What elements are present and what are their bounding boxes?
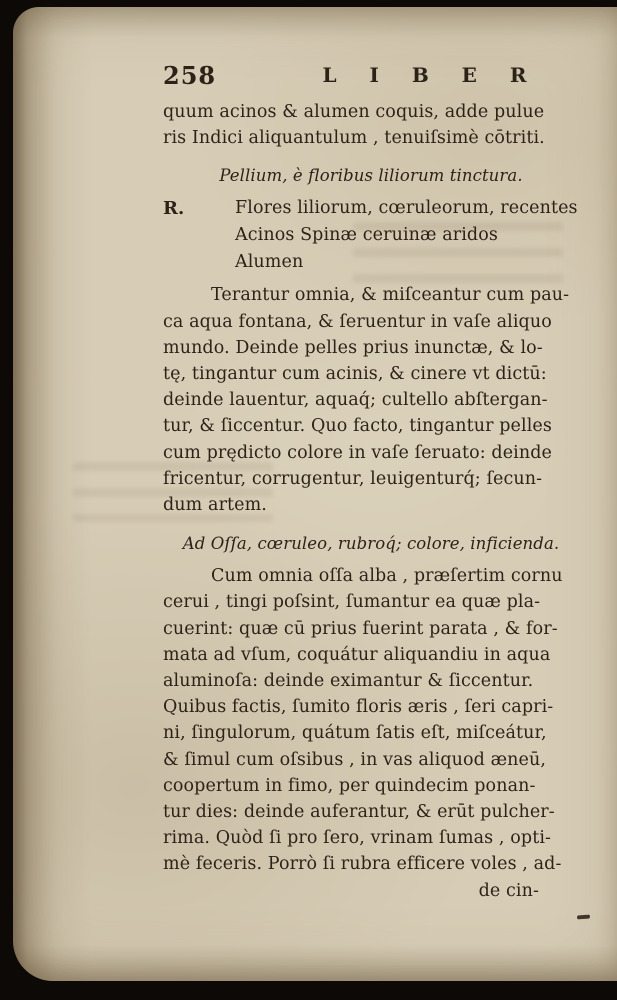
text-line: Cum omnia oſſa alba , præſertim cornu [211,566,563,587]
section2-paragraph [163,563,579,877]
text-line: dum artem. [163,495,267,516]
text-line: ca aqua fontana, & ſeruentur in vaſe aliquo [163,311,552,332]
text-line: deinde lauentur, aquaq́; cultello abſtergan- [163,390,548,411]
text-line: aluminoſa: deinde eximantur & ſiccentur. [163,671,534,692]
text-line: & ſimul cum oſsibus , in vas aliquod æneū, [163,749,547,770]
running-title: L I B E R [322,63,540,87]
text-block [163,55,579,904]
text-line: tur dies: deinde auferantur, & erūt pulcher- [163,802,555,823]
text-line: quum acinos & alumen coquis, adde pulue [163,102,545,122]
text-line: tur, & ſiccentur. Quo facto, tingantur pelles [163,416,552,437]
text-line: cerui , tingi poſsint, ſumantur ea quæ pla- [163,592,541,613]
text-line: rima. Quòd ſi pro ſero, vrinam ſumas , opti- [163,828,552,849]
text-line: mata ad vſum, coquátur aliquandiu in aqua [163,644,551,665]
section1-heading: Pellium, è floribus liliorum tinctura. [219,166,523,186]
ingredient-line: Acinos Spinæ ceruinæ aridos [235,225,498,246]
text-line: cum prędicto colore in vaſe ſeruato: deinde [163,442,553,463]
section1-paragraph [163,282,579,518]
ingredient-list [235,195,578,276]
ingredient-line: Flores liliorum, cœruleorum, recentes [235,198,578,219]
catchword: de cin- [478,880,539,901]
text-line: Quibus factis, ſumito floris æris , ſeri capri- [163,697,554,718]
text-line: tę, tingantur cum acinis, & cinere vt dictū: [163,364,547,385]
text-line: ris Indici aliquantulum , tenuiſsimè cōtriti. [163,128,545,149]
recipe-block [163,195,579,276]
page-number: 258 [163,61,217,90]
text-line: mundo. Deinde pelles prius inunctæ, & lo- [163,337,543,358]
book-page [13,7,617,981]
paragraph-intro [163,99,579,151]
recipe-mark: R. [163,198,185,220]
ink-mark [577,915,590,920]
text-line: fricentur, corrugentur, leuigenturq́; ſecun- [163,468,543,489]
text-line: coopertum in fimo, per quindecim ponan- [163,775,536,796]
text-line: mè feceris. Porrò ſi rubra efficere voles , ad- [163,854,562,875]
section2-heading: Ad Oſſa, cœruleo, rubroq́; colore, inficienda. [182,534,560,554]
ingredient-line: Alumen [235,252,304,273]
text-line: ni, ſingulorum, quátum ſatis eſt, miſceátur, [163,723,547,744]
text-line: cuerint: quæ cū prius fuerint parata , & for- [163,618,558,639]
text-line: Terantur omnia, & miſceantur cum pau- [211,285,570,306]
running-header [163,55,579,99]
